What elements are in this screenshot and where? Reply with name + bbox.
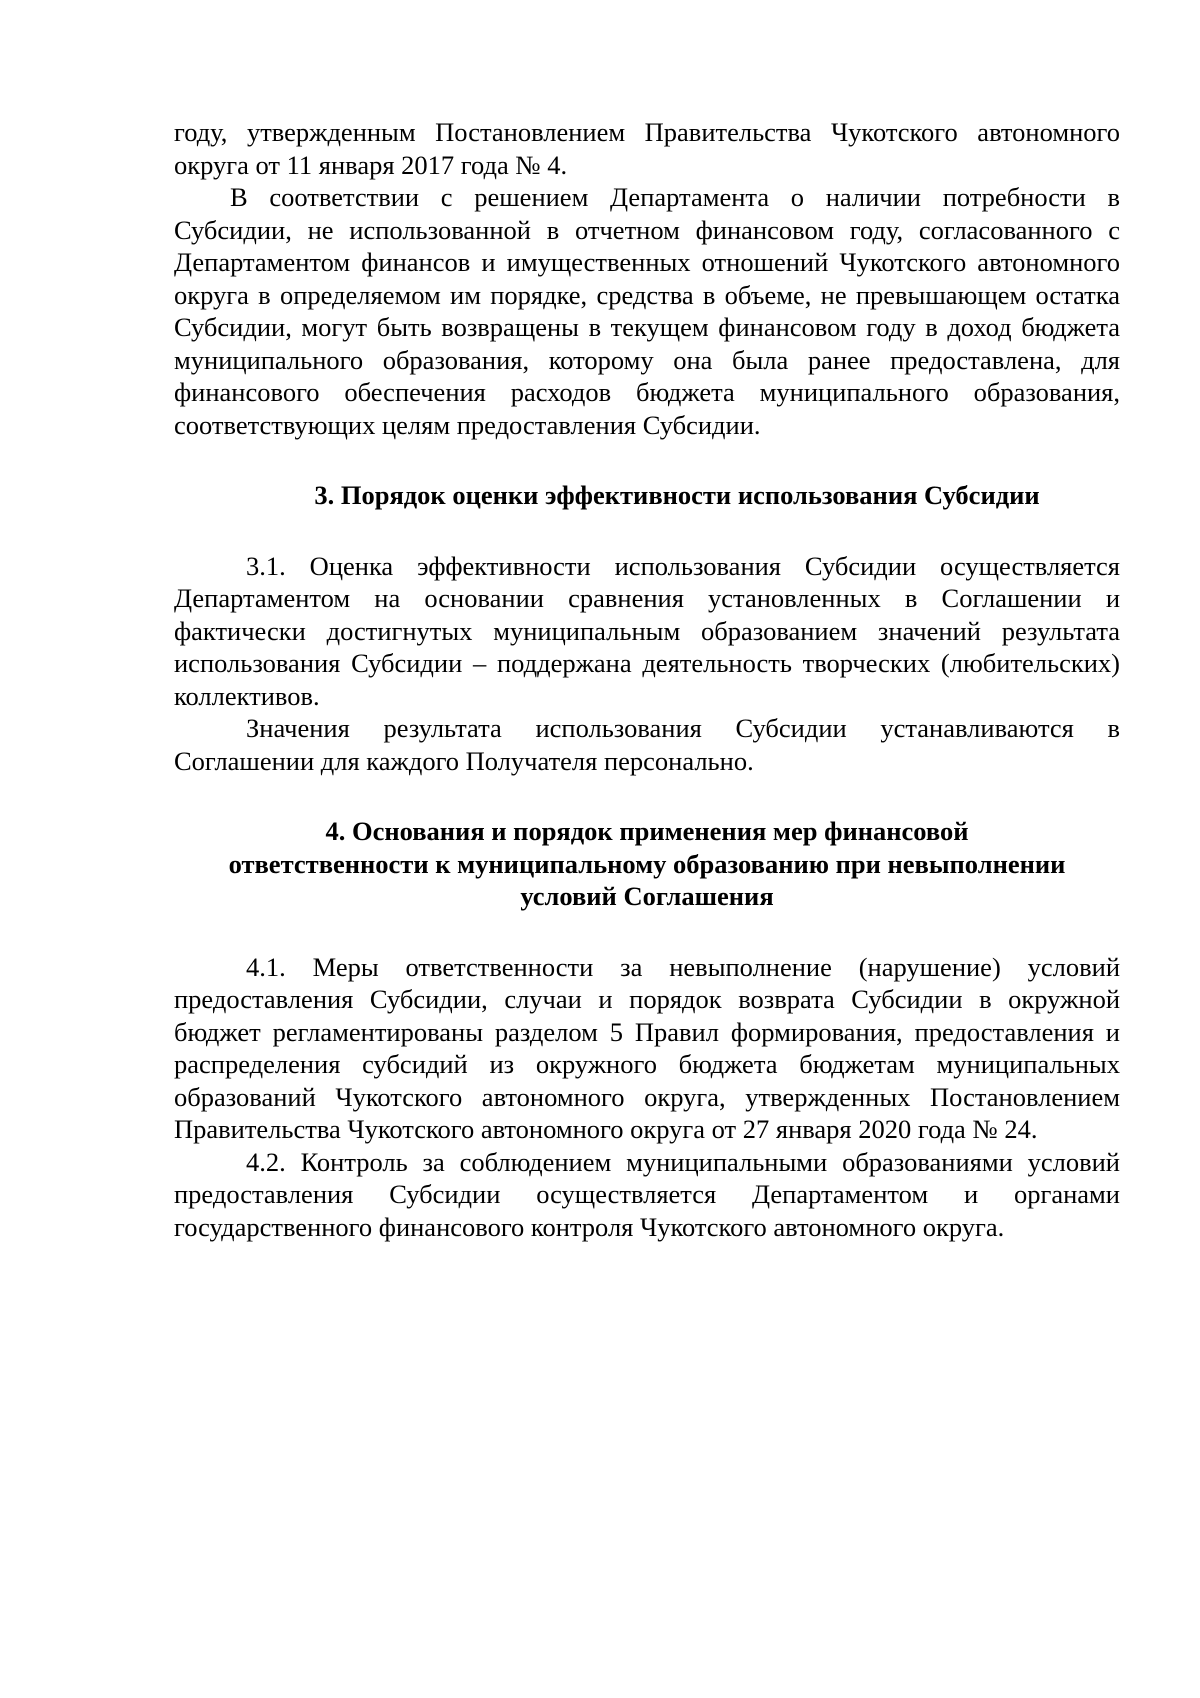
section-4-heading-line-3: условий Соглашения [520, 881, 774, 911]
section-4-heading-line-1: 4. Основания и порядок применения мер финансовой [325, 816, 969, 846]
section-4-paragraph-2: 4.2. Контроль за соблюдением муниципальными образованиями условий предоставления Субсидии осуществляется Департаментом и органами государственного финансового контроля Чукотского автономного округа. [174, 1146, 1120, 1242]
intro-paragraph-2: В соответствии с решением Департамента о наличии потребности в Субсидии, не использованной в отчетном финансовом году, согласованного с Департаментом финансов и имущественных отношений Чукотского автономного округа в определяемом им порядке, средства в объеме, не превышающем остатка Субсидии, могут быть возвращены в текущем финансовом году в доход бюджета муниципального образования, которому она была ранее предоставлена, для финансового обеспечения расходов бюджета муниципального образования, соответствующих целям предоставления Субсидии. [174, 182, 1120, 440]
section-3-paragraph-2: Значения результата использования Субсидии устанавливаются в Соглашении для каждого Получателя персонально. [174, 713, 1120, 776]
section-3-heading: 3. Порядок оценки эффективности использования Субсидии [314, 480, 1040, 510]
section-4-paragraph-1: 4.1. Меры ответственности за невыполнение (нарушение) условий предоставления Субсидии, случаи и порядок возврата Субсидии в окружной бюджет регламентированы разделом 5 Правил формирования, предоставления и распределения субсидий из окружного бюджета бюджетам муниципальных образований Чукотского автономного округа, утвержденных Постановлением Правительства Чукотского автономного округа от 27 января 2020 года № 24. [174, 951, 1120, 1144]
section-3-paragraph-1: 3.1. Оценка эффективности использования Субсидии осуществляется Департаментом на основании сравнения установленных в Соглашении и фактически достигнутых муниципальным образованием значений результата использования Субсидии – поддержана деятельность творческих (любительских) коллективов. [174, 550, 1120, 711]
section-4-heading-line-2: ответственности к муниципальному образованию при невыполнении [228, 848, 1066, 879]
section-4-heading [174, 815, 1120, 913]
document-page [174, 116, 1120, 1243]
intro-paragraph-1: году, утвержденным Постановлением Правительства Чукотского автономного округа от 11 января 2017 года № 4. [174, 117, 1120, 180]
